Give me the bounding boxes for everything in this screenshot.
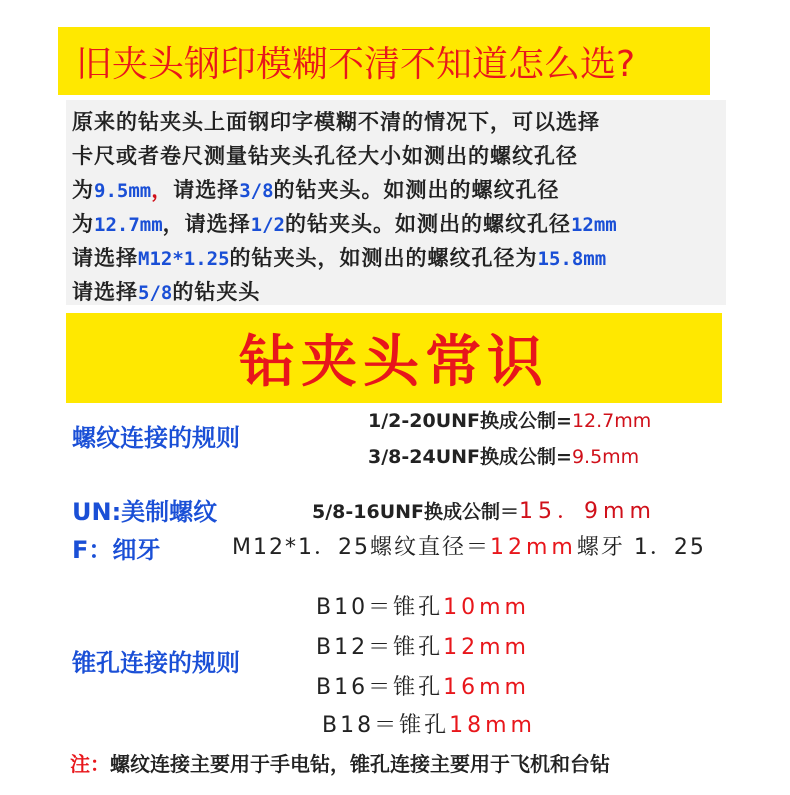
intro-line-4	[72, 208, 617, 238]
intro-text: 请选择	[72, 280, 138, 304]
banner-title: 旧夹头钢印模糊不清不知道怎么选?	[76, 43, 636, 85]
bore-code: B10＝锥孔	[316, 595, 444, 620]
bore-row	[316, 670, 530, 701]
intro-comma: ，	[151, 178, 174, 202]
bore-size: 16mm	[443, 675, 530, 700]
top-banner	[58, 27, 710, 95]
bore-code: B12＝锥孔	[316, 635, 444, 660]
footer-note	[70, 748, 610, 777]
rule-text: 5/8-16UNF换成公制＝	[312, 501, 520, 523]
thread-rule-row-2	[368, 442, 639, 469]
bore-rules-label: 锥孔连接的规则	[72, 649, 240, 677]
intro-line-2: 卡尺或者卷尺测量钻夹头孔径大小如测出的螺纹孔径	[72, 144, 578, 168]
section-title: 钻夹头常识	[239, 330, 549, 395]
rule-value: 9.5mm	[571, 446, 640, 468]
thread-rule-row-3	[312, 494, 656, 525]
bore-code: B18＝锥孔	[322, 713, 450, 738]
bore-size: 10mm	[443, 595, 530, 620]
intro-text: ，请选择	[162, 212, 251, 236]
bore-row	[322, 708, 536, 739]
intro-text: 的钻夹头，如测出的螺纹孔径为	[229, 246, 538, 270]
section-banner	[66, 313, 722, 403]
intro-text: 的钻夹头。如测出的螺纹孔径	[273, 178, 560, 202]
f-label: F：细牙	[72, 536, 161, 564]
intro-value: 15.8mm	[537, 248, 607, 270]
intro-text: 请选择	[173, 178, 240, 202]
intro-line-5	[72, 242, 606, 272]
intro-line-6	[72, 276, 260, 306]
m12-value: 12mm	[489, 535, 577, 560]
m12-pitch: 螺牙 1．25	[576, 535, 706, 560]
intro-text: 为	[72, 178, 94, 202]
thread-rules-label: 螺纹连接的规则	[72, 424, 240, 452]
intro-value: 12.7mm	[94, 214, 163, 236]
bore-size: 12mm	[443, 635, 530, 660]
rule-text: 3/8-24UNF换成公制=	[368, 446, 572, 468]
rule-value: 15．9mm	[519, 499, 656, 524]
intro-text: 的钻夹头	[172, 280, 261, 304]
intro-panel	[66, 100, 726, 305]
m12-row	[232, 530, 706, 561]
m12-text: M12*1．25螺纹直径＝	[232, 535, 490, 560]
intro-value: 5/8	[138, 282, 173, 304]
un-label: UN:美制螺纹	[72, 498, 218, 526]
rule-value: 12.7mm	[571, 410, 652, 432]
bore-code: B16＝锥孔	[316, 675, 444, 700]
intro-line-3	[72, 174, 560, 204]
intro-value: M12*1.25	[138, 248, 230, 270]
bore-row	[316, 630, 530, 661]
intro-value: 9.5mm	[94, 180, 152, 202]
intro-value: 3/8	[239, 180, 274, 202]
note-text: 螺纹连接主要用于手电钻，锥孔连接主要用于飞机和台钻	[110, 752, 610, 776]
bore-size: 18mm	[449, 713, 536, 738]
thread-rule-row-1	[368, 406, 651, 433]
intro-text: 的钻夹头。如测出的螺纹孔径	[284, 212, 571, 236]
bore-row	[316, 590, 530, 621]
intro-text: 为	[72, 212, 94, 236]
intro-value: 1/2	[250, 214, 285, 236]
note-prefix: 注：	[70, 752, 110, 776]
intro-line-1: 原来的钻夹头上面钢印字模糊不清的情况下，可以选择	[72, 110, 600, 134]
rule-text: 1/2-20UNF换成公制=	[368, 410, 572, 432]
intro-text: 请选择	[72, 246, 138, 270]
intro-value: 12mm	[570, 214, 617, 236]
